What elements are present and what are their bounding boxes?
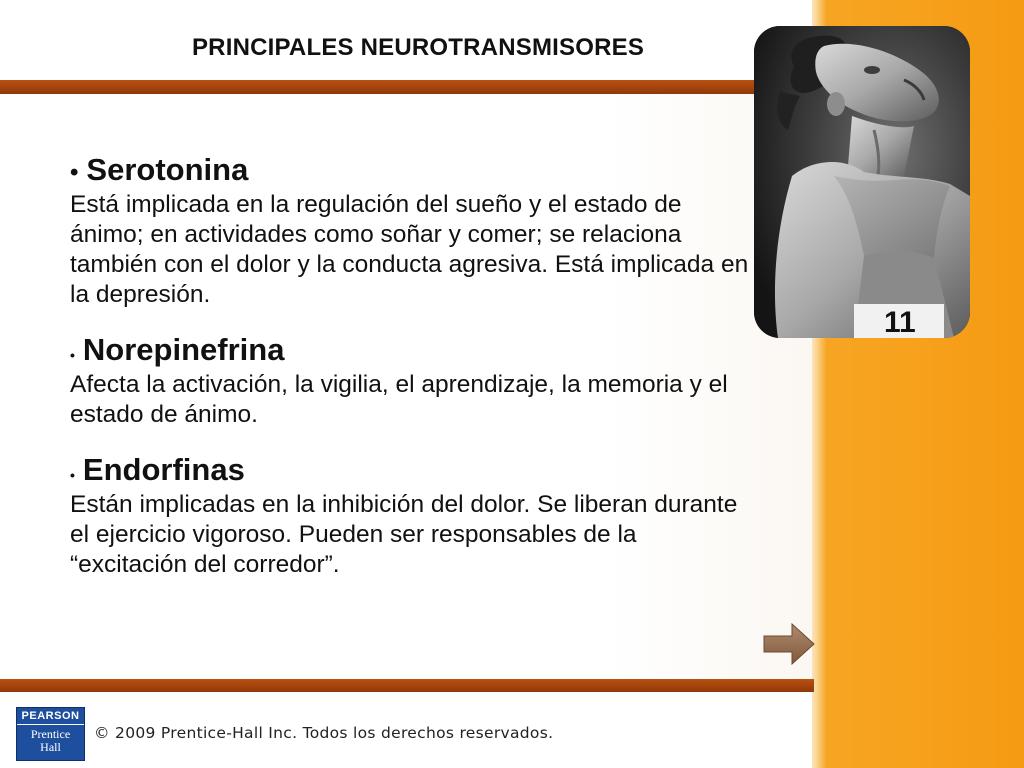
item-description: Afecta la activación, la vigilia, el aprendizaje, la memoria y el estado de ánimo.	[70, 371, 728, 428]
bib-number: 11	[884, 306, 916, 338]
top-divider	[0, 80, 760, 94]
logo-pearson-text: PEARSON	[17, 708, 84, 725]
item-title: Norepinefrina	[82, 332, 285, 367]
list-item-endorfinas	[70, 452, 760, 580]
right-arrow-icon	[762, 622, 816, 666]
copyright-notice: © 2009 Prentice-Hall Inc. Todos los derechos reservados.	[94, 724, 554, 742]
neurotransmitter-list	[70, 152, 760, 594]
next-slide-button[interactable]	[762, 622, 816, 666]
list-item-norepinefrina	[70, 332, 760, 430]
item-description: Están implicadas en la inhibición del dolor. Se liberan durante el ejercicio vigoroso. Pueden ser responsables de la “excitación del corredor”.	[70, 491, 738, 578]
bullet: •	[70, 159, 79, 186]
bullet: •	[70, 467, 75, 483]
logo-prentice-hall-text	[17, 725, 84, 754]
item-title: Serotonina	[86, 152, 249, 187]
runner-photo	[754, 26, 970, 338]
item-title: Endorfinas	[82, 452, 245, 487]
logo-line-prentice: Prentice	[30, 727, 71, 741]
bullet: •	[70, 347, 75, 363]
logo-line-hall: Hall	[40, 740, 61, 754]
list-item-serotonina	[70, 152, 760, 310]
slide-title: PRINCIPALES NEUROTRANSMISORES	[191, 34, 645, 61]
bottom-divider	[0, 679, 814, 692]
item-description: Está implicada en la regulación del sueño y el estado de ánimo; en actividades como soñar y comer; se relaciona también con el dolor y la conducta agresiva. Está implicada en la depresión.	[70, 191, 749, 308]
pearson-prentice-hall-logo	[16, 707, 85, 761]
